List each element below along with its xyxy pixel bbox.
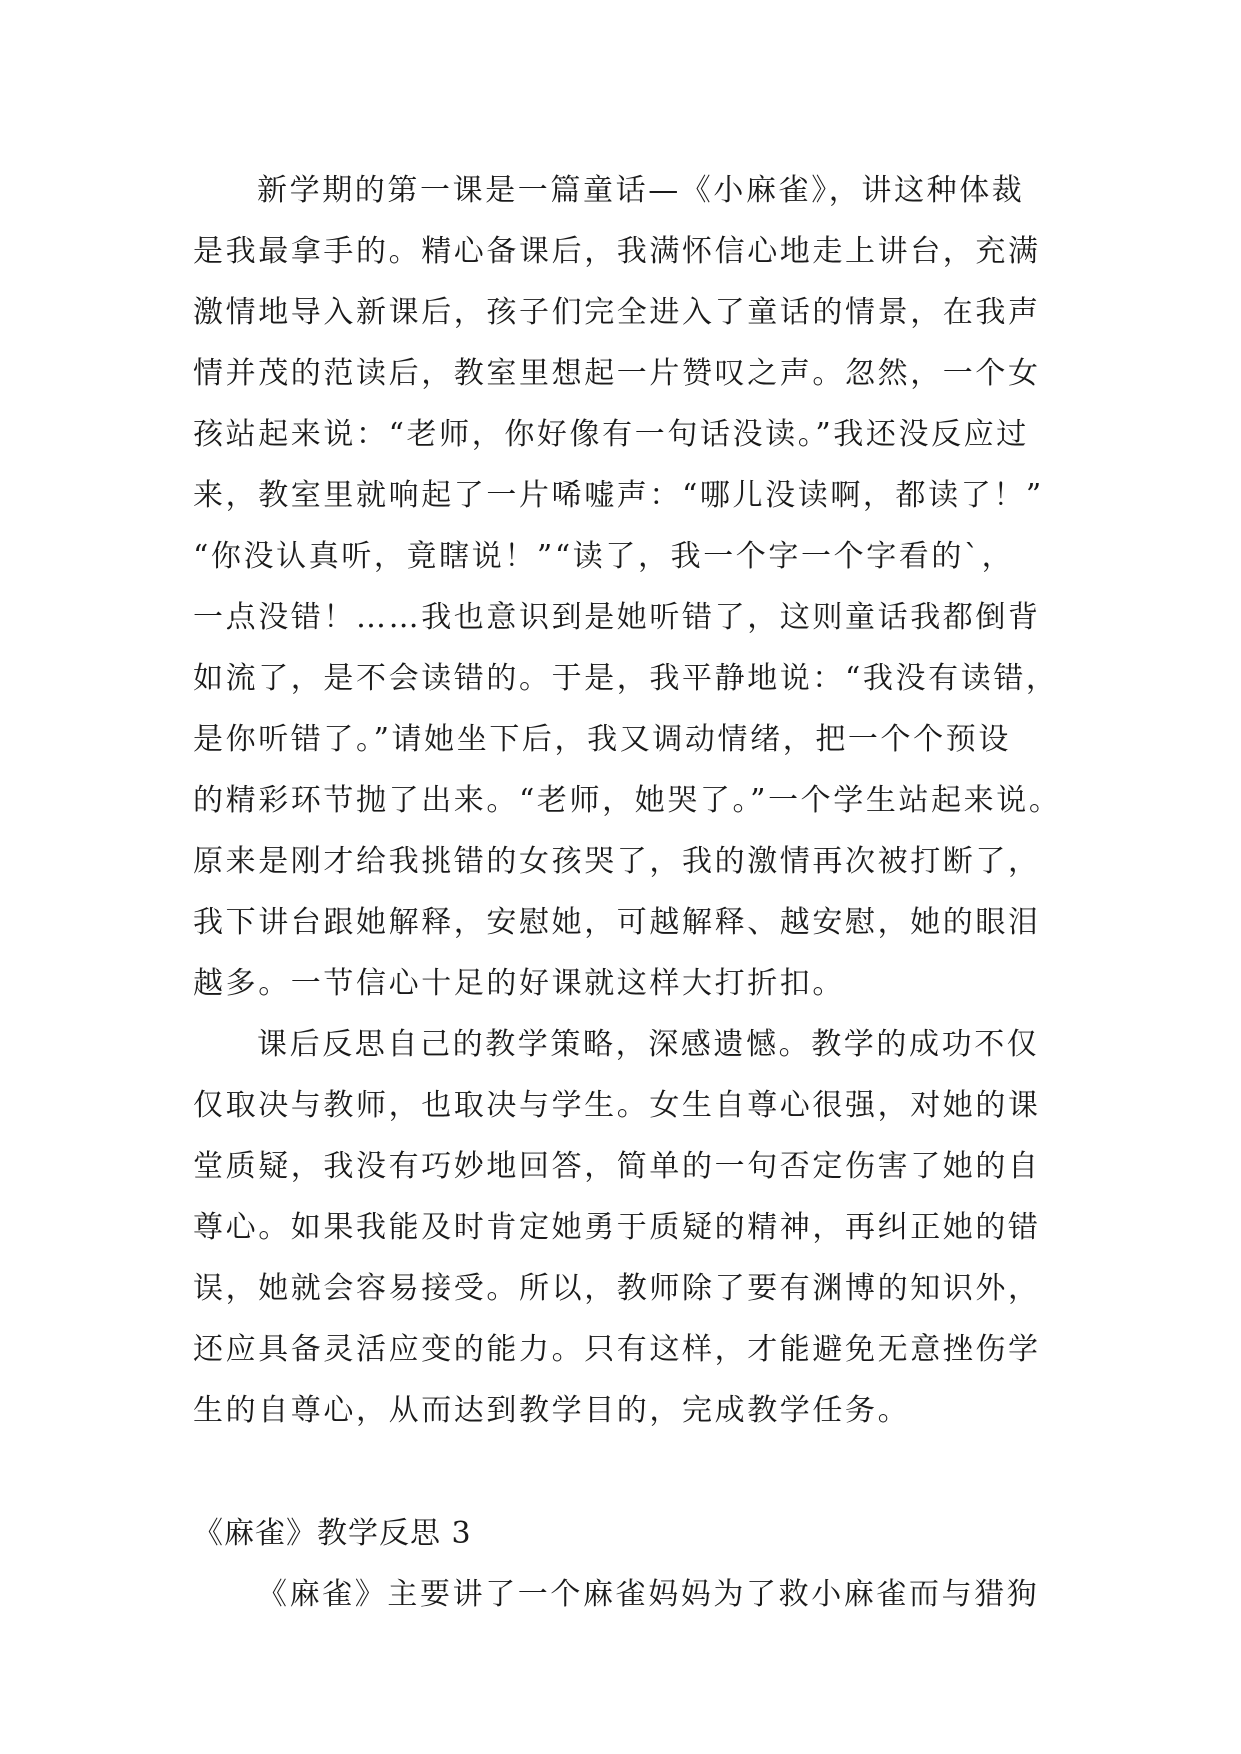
text-line: 是我最拿手的。精心备课后，我满怀信心地走上讲台，充满 [193, 234, 1041, 269]
section-heading: 《麻雀》教学反思 3 [193, 1516, 472, 1551]
text-line: 课后反思自己的教学策略，深感遗憾。教学的成功不仅 [257, 1027, 1040, 1062]
text-line: 新学期的第一课是一篇童话—《小麻雀》，讲这种体裁 [257, 173, 1025, 208]
text-line: 还应具备灵活应变的能力。只有这样，才能避免无意挫伤学 [193, 1332, 1041, 1367]
text-line: 《麻雀》主要讲了一个麻雀妈妈为了救小麻雀而与猎狗 [257, 1577, 1040, 1612]
text-line: 越多。一节信心十足的好课就这样大打折扣。 [193, 966, 845, 1001]
text-line: 是你听错了。”请她坐下后，我又调动情绪，把一个个预设 [193, 722, 1011, 757]
text-line: 如流了，是不会读错的。于是，我平静地说：“我没有读错， [193, 661, 1059, 696]
document-page [193, 160, 1068, 1625]
text-line: 的精彩环节抛了出来。“老师，她哭了。”一个学生站起来说。 [193, 783, 1062, 818]
text-line: 堂质疑，我没有巧妙地回答，简单的一句否定伤害了她的自 [193, 1149, 1041, 1184]
paragraph-reflection [193, 1014, 1068, 1441]
paragraph-first-lesson [193, 160, 1068, 1014]
text-line: “你没认真听，竟瞎说！”“读了，我一个字一个字看的`， [193, 539, 1015, 574]
paragraph-section-intro [193, 1564, 1068, 1625]
text-line: 尊心。如果我能及时肯定她勇于质疑的精神，再纠正她的错 [193, 1210, 1041, 1245]
text-line: 仅取决与教师，也取决与学生。女生自尊心很强，对她的课 [193, 1088, 1041, 1123]
text-line: 一点没错！……我也意识到是她听错了，这则童话我都倒背 [193, 600, 1041, 635]
text-line: 来，教室里就响起了一片唏嘘声：“哪儿没读啊，都读了！” [193, 478, 1044, 513]
text-line: 原来是刚才给我挑错的女孩哭了，我的激情再次被打断了， [193, 844, 1041, 879]
text-line: 情并茂的范读后，教室里想起一片赞叹之声。忽然，一个女 [193, 356, 1041, 391]
text-line: 我下讲台跟她解释，安慰她，可越解释、越安慰，她的眼泪 [193, 905, 1041, 940]
text-line: 生的自尊心，从而达到教学目的，完成教学任务。 [193, 1393, 911, 1428]
text-line: 孩站起来说：“老师，你好像有一句话没读。”我还没反应过 [193, 417, 1029, 452]
text-line: 激情地导入新课后，孩子们完全进入了童话的情景，在我声 [193, 295, 1041, 330]
text-line: 误，她就会容易接受。所以，教师除了要有渊博的知识外， [193, 1271, 1041, 1306]
